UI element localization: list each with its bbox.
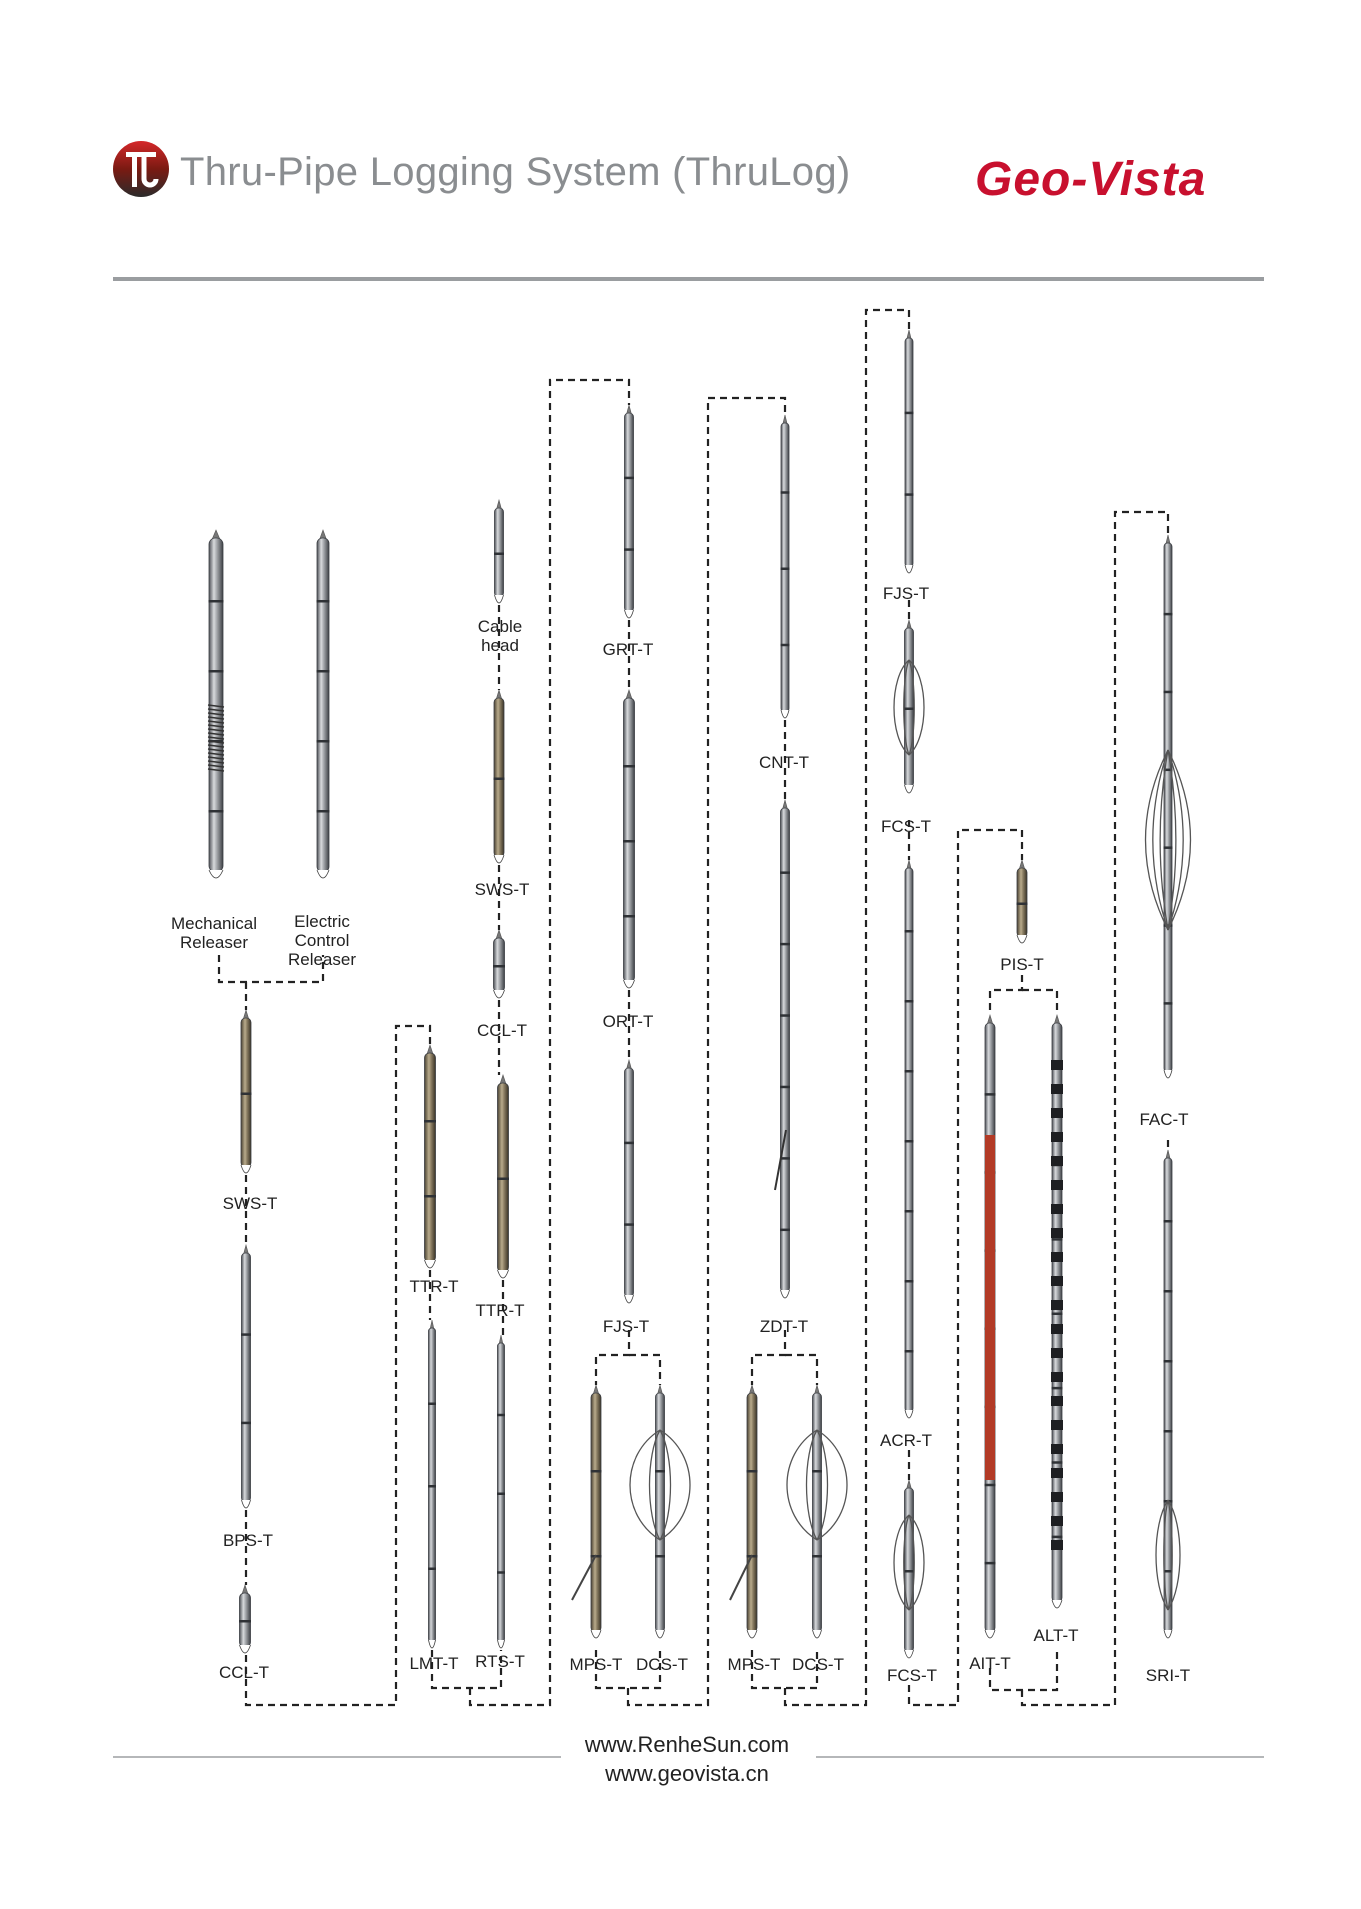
footer-divider-right [816,1756,1264,1758]
cable-head-label: Cable head [477,617,523,655]
mps-t-b-label: MPS-T [727,1655,781,1674]
ccl-t-b-label: CCL-T [476,1021,528,1040]
cnt-t-label: CNT-T [758,753,810,772]
pis-t-label: PIS-T [1000,955,1044,974]
sri-t-icon [1164,1150,1173,1638]
pis-t-icon [1017,860,1028,943]
bps-t-icon [241,1245,251,1508]
fcs-t-b-label: FCS-T [886,1666,938,1685]
connector-line [1022,990,1057,1015]
dcs-t-b-label: DCS-T [792,1655,844,1674]
rts-t-icon [497,1335,505,1648]
footer-url-geovista[interactable]: www.geovista.cn [605,1761,769,1786]
ttr-t-b-icon [497,1075,509,1278]
fac-t-label: FAC-T [1139,1110,1189,1129]
mechanical-releaser-label: Mechanical Releaser [171,914,257,952]
zdt-t-label: ZDT-T [759,1317,809,1336]
zdt-t-icon [780,800,790,1298]
electric-control-releaser-label: Electric Control Releaser [287,912,357,969]
grt-t-label: GRT-T [602,640,654,659]
col1-to-col2-line [246,1026,430,1705]
ccl-t-a-label: CCL-T [218,1663,270,1682]
fjs-t-a-icon [624,1060,634,1303]
mechanical-releaser-icon [209,530,224,878]
lmt-t-icon [428,1320,436,1648]
alt-t-label: ALT-T [1033,1626,1079,1645]
col4-to-col5-line [628,398,785,1705]
connector-line [596,1330,629,1385]
geo-vista-logo: Geo-Vista [975,153,1207,206]
sws-t-a-icon [241,1010,252,1173]
footer-divider-left [113,1756,561,1758]
connector-line [752,1330,785,1385]
fjs-t-a-label: FJS-T [602,1317,650,1336]
rts-t-label: RTS-T [475,1652,525,1671]
ort-t-icon [623,690,635,988]
electric-control-releaser-icon [317,530,330,878]
sws-t-b-icon [494,690,505,863]
page-title: Thru-Pipe Logging System (ThruLog) [180,150,851,194]
dcs-t-a-label: DCS-T [636,1655,688,1674]
fcs-t-a-label: FCS-T [880,817,932,836]
connector-line [990,975,1022,1015]
fcs-t-b-icon [904,1480,914,1658]
sws-t-a-label: SWS-T [222,1194,278,1213]
footer-url-renhesun[interactable]: www.RenheSun.com [584,1732,790,1757]
ttr-t-a-icon [424,1045,436,1268]
ait-t-red-section [985,1135,995,1480]
sws-t-b-label: SWS-T [474,880,530,899]
sri-t-label: SRI-T [1145,1666,1191,1685]
fac-t-icon [1164,535,1173,1078]
cnt-t-icon [781,415,790,718]
ttr-t-b-label: TTR-T [475,1301,525,1320]
fjs-t-b-label: FJS-T [882,584,930,603]
fcs-t-a-icon [904,620,914,793]
ait-t-label: AIT-T [969,1654,1011,1673]
mps-t-a-label: MPS-T [569,1655,623,1674]
dcs-t-a-icon [655,1385,665,1638]
connector-line [785,1355,817,1385]
ttr-t-a-label: TTR-T [409,1277,459,1296]
grt-t-icon [624,405,634,618]
col2-to-col4-line [470,380,629,1705]
bps-t-label: BPS-T [222,1531,274,1550]
acr-t-label: ACR-T [880,1431,932,1450]
dcs-t-b-icon [812,1385,822,1638]
mps-t-b-icon [747,1385,758,1638]
fjs-t-b-icon [905,330,914,573]
mps-t-a-icon [591,1385,602,1638]
connector-line [629,1355,660,1385]
ccl-t-a-icon [239,1585,251,1653]
ccl-t-b-icon [493,930,505,998]
col7-to-col8-line [1022,512,1168,1705]
ort-t-label: ORT-T [602,1012,654,1031]
cable-head-icon [494,500,504,603]
col5-to-col6-line [785,310,909,1705]
lmt-t-label: LMT-T [409,1654,459,1673]
acr-t-icon [905,860,914,1418]
